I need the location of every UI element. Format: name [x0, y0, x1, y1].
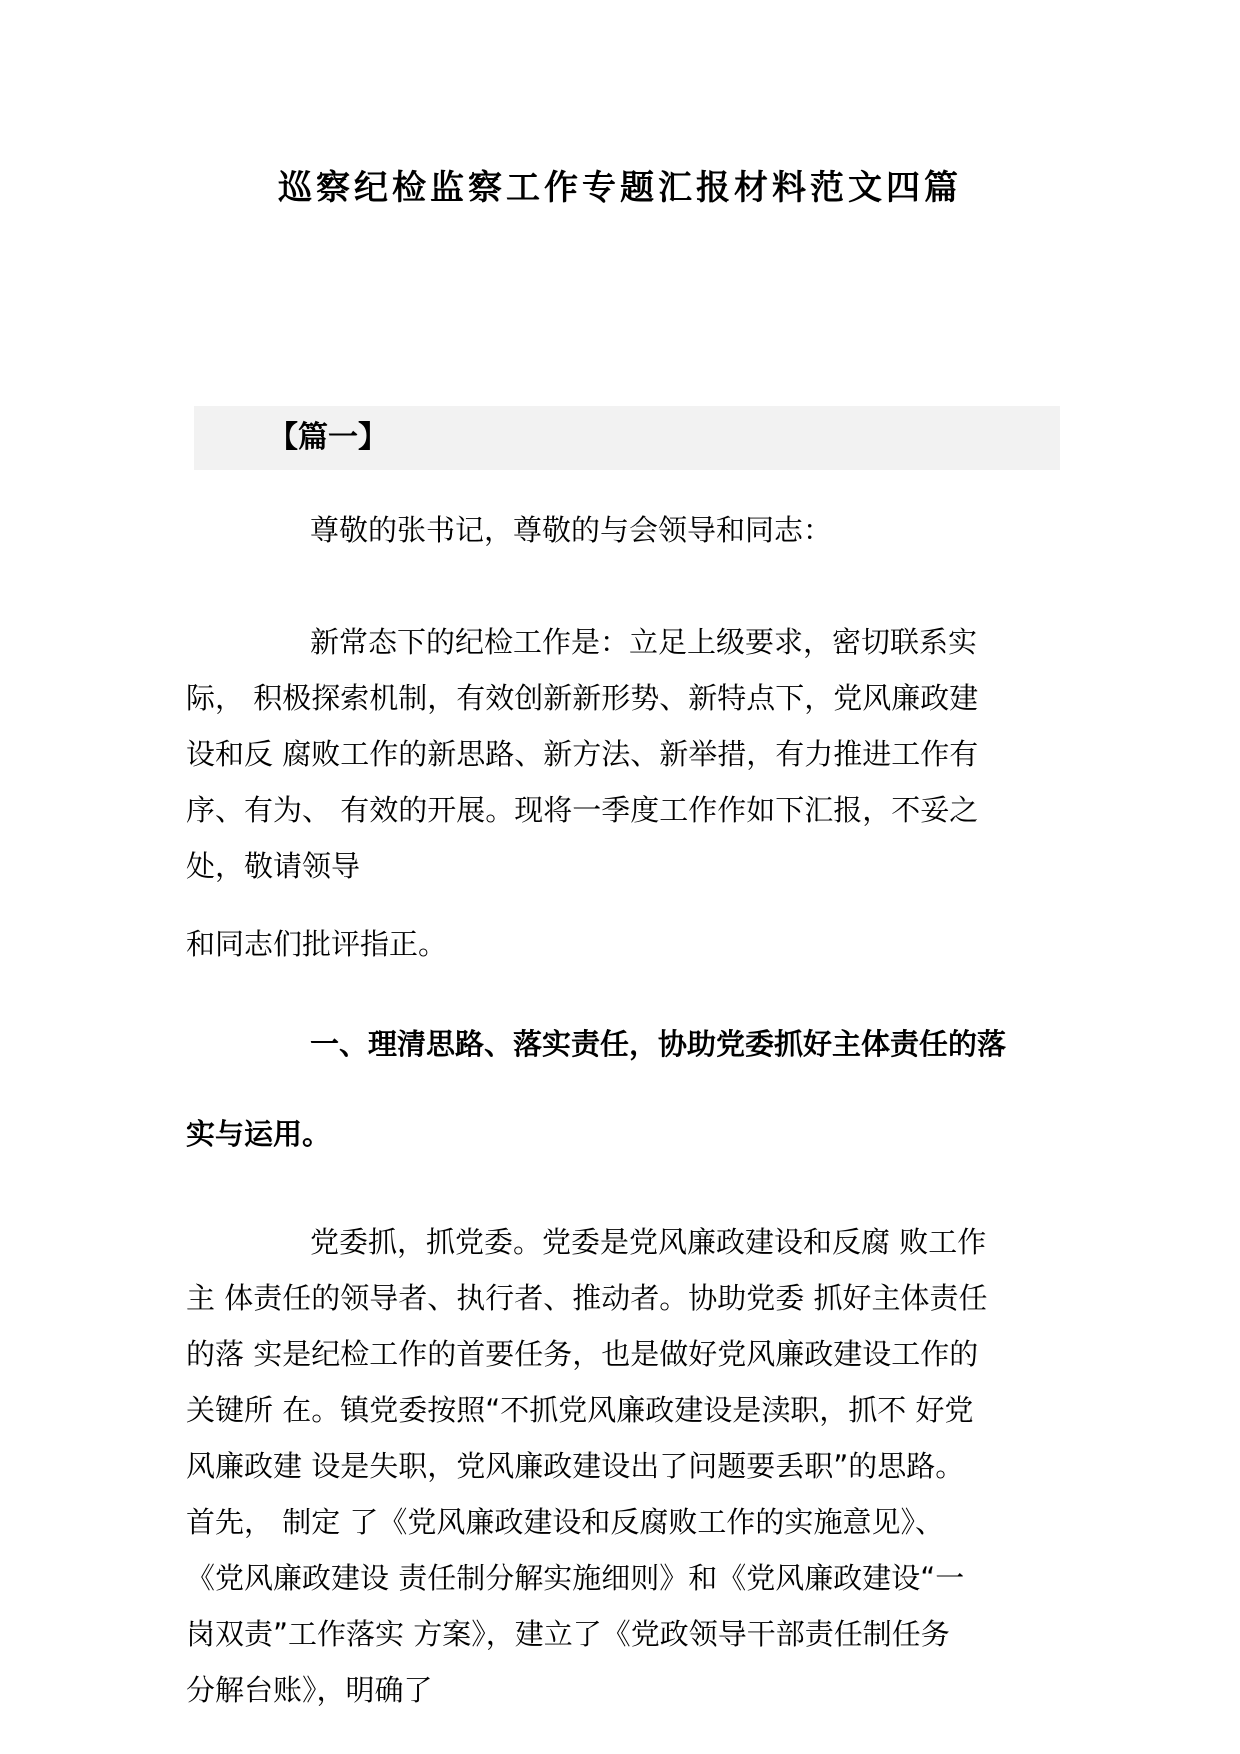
paragraph-1: [186, 614, 1056, 894]
paragraph-1-end: 和同志们批评指正。: [186, 927, 448, 961]
section-banner: [194, 406, 1060, 470]
greeting-text: 尊敬的张书记，尊敬的与会领导和同志：: [310, 513, 833, 547]
paragraph-2: [186, 1214, 1056, 1718]
paragraph-line: 设和反 腐败工作的新思路、新方法、新举措，有力推进工作有: [186, 737, 979, 771]
paragraph-line: 主 体责任的领导者、执行者、推动者。协助党委 抓好主体责任: [186, 1281, 988, 1315]
paragraph-line: 处，敬请领导: [186, 849, 361, 883]
paragraph-line: 岗双责”工作落实 方案》，建立了《党政领导干部责任制任务: [186, 1617, 950, 1651]
paragraph-line-text: 新常态下的纪检工作是：立足上级要求，密切联系实: [310, 625, 978, 659]
paragraph-line: 《党风廉政建设 责任制分解实施细则》和《党风廉政建设“一: [186, 1561, 965, 1595]
section-heading-1: [186, 1014, 1056, 1074]
paragraph-line: 序、有为、 有效的开展。现将一季度工作作如下汇报，不妥之: [186, 793, 979, 827]
greeting-line: [186, 502, 1056, 558]
paragraph-line: [186, 614, 1056, 670]
section-heading-1-end: 实与运用。: [186, 1117, 332, 1151]
paragraph-line: 分解台账》，明确了: [186, 1673, 433, 1707]
paragraph-line: 际， 积极探索机制，有效创新新形势、新特点下，党风廉政建: [186, 681, 979, 715]
paragraph-line: 风廉政建 设是失职，党风廉政建设出了问题要丢职”的思路。: [186, 1449, 965, 1483]
paragraph-line: [186, 1214, 1056, 1270]
section-label: 【篇一】: [268, 420, 388, 455]
paragraph-line-text: 党委抓，抓党委。党委是党风廉政建设和反腐 败工作: [310, 1225, 987, 1259]
section-heading-1-text: 一、理清思路、落实责任，协助党委抓好主体责任的落: [310, 1027, 1007, 1061]
paragraph-line: 关键所 在。镇党委按照“不抓党风廉政建设是渎职，抓不 好党: [186, 1393, 974, 1427]
paragraph-line: 首先， 制定 了《党风廉政建设和反腐败工作的实施意见》、: [186, 1505, 944, 1539]
paragraph-line: 的落 实是纪检工作的首要任务，也是做好党风廉政建设工作的: [186, 1337, 979, 1371]
document-title: 巡察纪检监察工作专题汇报材料范文四篇: [278, 168, 962, 208]
